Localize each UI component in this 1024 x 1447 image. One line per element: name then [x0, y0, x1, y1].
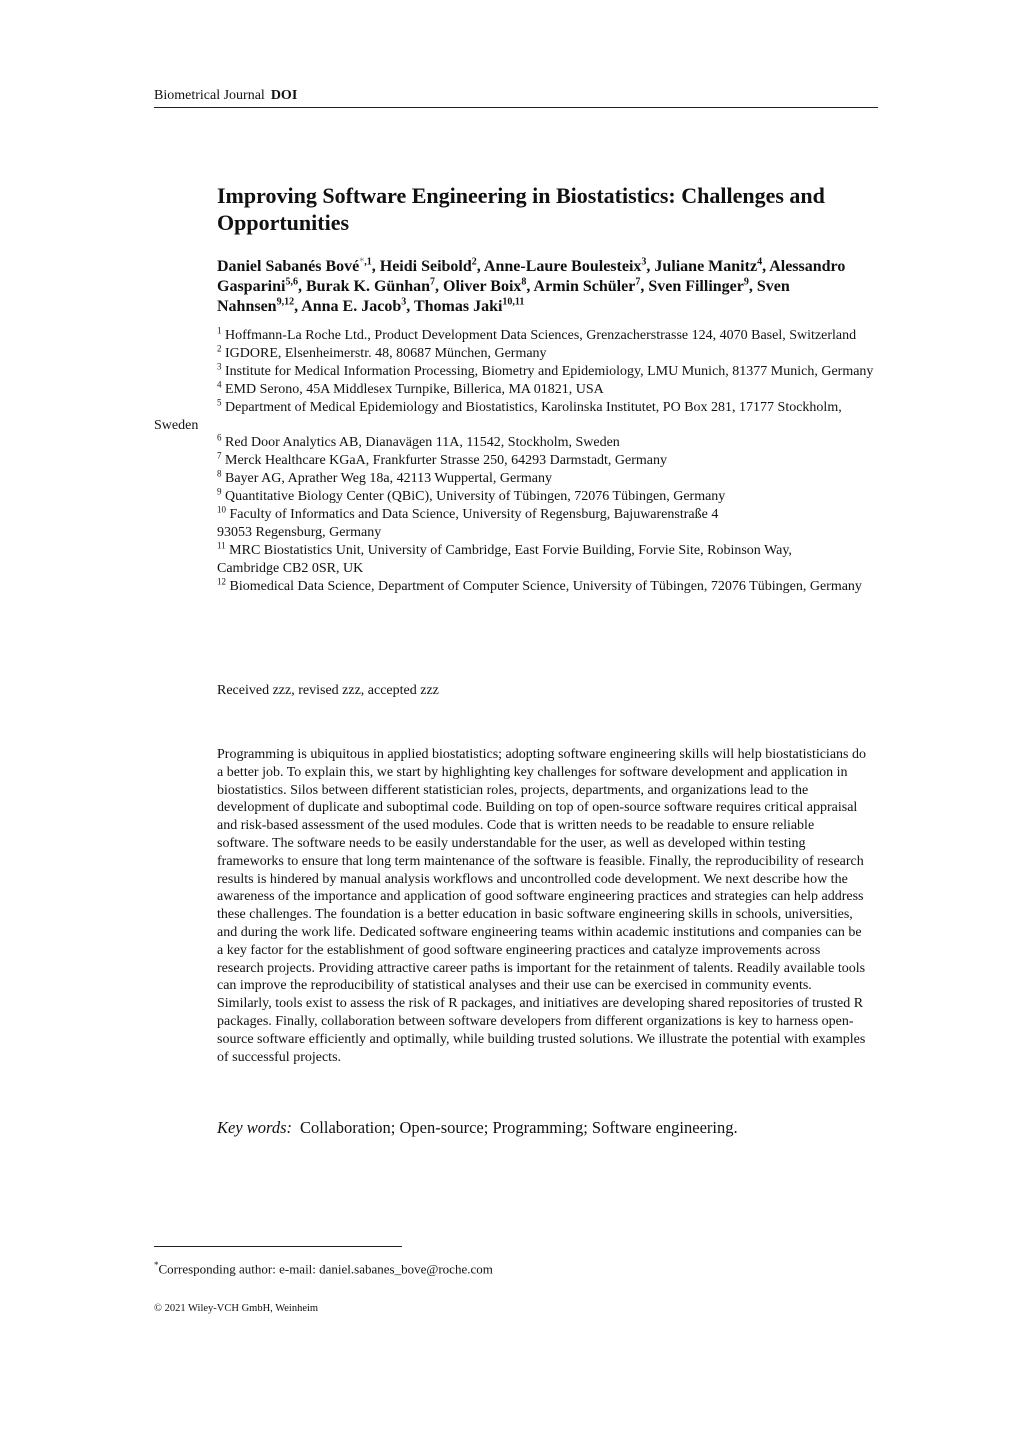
affiliation-text: Department of Medical Epidemiology and Biostatistics, Karolinska Institutet, PO Box 281, 17177 Stockholm, Sweden: [154, 399, 842, 433]
affiliation-text: Quantitative Biology Center (QBiC), University of Tübingen, 72076 Tübingen, Germany: [225, 489, 726, 505]
author-name: Thomas Jaki: [413, 298, 503, 315]
author: [380, 258, 484, 275]
affiliation-numbers: 3: [641, 256, 647, 268]
author-name: Sven Nahnsen: [217, 278, 790, 315]
affiliation-item: [154, 488, 874, 506]
affiliation-number: 12: [217, 576, 226, 587]
abstract: Programming is ubiquitous in applied biostatistics; adopting software engineering skills will help biostatisticians do a better job. To explain this, we start by highlighting key challenges for software development and application in biostatistics. Silos between different statistician roles, projects, departments, and organizations lead to the development of duplicate and suboptimal code. Building on top of open-source software requires critical appraisal and risk-based assessment of the used modules. Code that is written needs to be readable to ensure reliable software. The software needs to be easily understandable for the user, as well as developed within testing frameworks to ensure that long term maintenance of the software is feasible. Finally, the reproducibility of research results is hindered by manual analysis workflows and uncontrolled code development. We next describe how the awareness of the importance and application of good software engineering practices and strategies can help address these challenges. The foundation is a better education in basic software engineering skills in schools, universities, and during the work life. Dedicated software engineering teams within academic institutions and companies can be a key factor for the establishment of good software engineering practices and catalyze improvements across research projects. Providing attractive career paths is important for the retainment of talents. Readily available tools can improve the reproducibility of statistical analyses and their use can be exercised in community events. Similarly, tools exist to assess the risk of R packages, and initiatives are developing shared repositories of trusted R packages. Finally, collaboration between software developers from different organizations is key to harness open-source software efficiently and optimally, while building trusted solutions. We illustrate the potential with examples of successful projects.: [217, 747, 866, 1065]
affiliation-number: 11: [217, 540, 226, 551]
affiliation-item: [154, 452, 874, 470]
affiliation-text: Hoffmann-La Roche Ltd., Product Development Data Sciences, Grenzacherstrasse 124, 4070 Basel, Switzerland: [225, 328, 857, 343]
author: [648, 278, 757, 295]
affiliation-numbers: 9: [743, 276, 749, 288]
affiliation-numbers: 4: [757, 256, 763, 268]
affiliation-text: Merck Healthcare KGaA, Frankfurter Strasse 250, 64293 Darmstadt, Germany: [225, 453, 668, 469]
corresponding-mark: *: [359, 256, 365, 268]
affiliation-numbers: 8: [521, 276, 527, 288]
author-separator: ,: [294, 298, 302, 315]
author: [484, 258, 654, 275]
affiliation-item: [154, 578, 874, 596]
copyright: © 2021 Wiley-VCH GmbH, Weinheim: [154, 1303, 319, 1314]
author-affiliation-ref: [285, 277, 298, 288]
author-name: Daniel Sabanés Bové: [217, 258, 360, 275]
author-list: [217, 257, 867, 317]
affiliation-numbers: 5,6: [285, 276, 298, 288]
author-separator: ,: [526, 278, 534, 295]
affiliation-numbers: 2: [471, 256, 477, 268]
affiliation-number: 9: [217, 486, 222, 497]
affiliation-item: [154, 345, 874, 363]
affiliation-number: 3: [217, 361, 222, 372]
affiliation-number: 4: [217, 379, 222, 390]
affiliation-text: IGDORE, Elsenheimerstr. 48, 80687 München, Germany: [225, 345, 547, 361]
received-dates: Received zzz, revised zzz, accepted zzz: [217, 683, 439, 698]
corresponding-author-footnote: [154, 1260, 493, 1277]
author-separator: ,: [406, 298, 414, 315]
affiliation-text: Bayer AG, Aprather Weg 18a, 42113 Wuppertal, Germany: [225, 471, 552, 487]
keywords: [217, 1118, 738, 1138]
affiliation-numbers: 9,12: [276, 296, 295, 308]
author-separator: ,: [297, 278, 306, 295]
author: [306, 278, 443, 295]
affiliation-text: MRC Biostatistics Unit, University of Cambridge, East Forvie Building, Forvie Site, Robinson Way,: [229, 542, 792, 558]
author-name: Alessandro Gasparini: [217, 258, 846, 295]
author-separator: ,: [435, 278, 444, 295]
author-name: Juliane Manitz: [654, 258, 758, 275]
affiliation-text: Institute for Medical Information Processing, Biometry and Epidemiology, LMU Munich, 81377 Munich, Germany: [225, 363, 874, 379]
affiliation-number: 8: [217, 468, 222, 479]
affiliation-item: [154, 506, 874, 542]
affiliation-list: [154, 327, 874, 596]
author-name: Heidi Seibold: [379, 258, 472, 275]
author-separator: ,: [371, 258, 380, 275]
affiliation-text-continued: Cambridge CB2 0SR, UK: [217, 560, 364, 576]
author-separator: ,: [748, 278, 757, 295]
author-separator: ,: [640, 278, 649, 295]
author-separator: ,: [476, 258, 484, 275]
author-affiliation-ref: [502, 297, 524, 308]
affiliation-numbers: 7: [430, 276, 436, 288]
footnote-rule: [154, 1246, 402, 1247]
author-name: Anne-Laure Boulesteix: [483, 258, 642, 275]
affiliation-number: 10: [217, 504, 226, 515]
affiliation-item: [154, 363, 874, 381]
author-name: Anna E. Jacob: [301, 298, 402, 315]
affiliation-numbers: 10,11: [502, 296, 525, 308]
affiliation-number: 5: [217, 396, 222, 407]
author-affiliation-ref: [359, 257, 372, 268]
journal-name: Biometrical Journal: [154, 88, 265, 103]
affiliation-item: [154, 542, 874, 578]
author-name: Oliver Boix: [443, 278, 522, 295]
author: [654, 258, 769, 275]
footnote-mark: *: [154, 1260, 159, 1270]
affiliation-number: 7: [217, 450, 222, 461]
author: [443, 278, 534, 295]
author: [217, 258, 380, 275]
author-separator: ,: [762, 258, 770, 275]
affiliation-numbers: ,1: [364, 256, 372, 268]
author: [534, 278, 649, 295]
author: [414, 298, 524, 315]
affiliation-item: [154, 434, 874, 452]
affiliation-text-continued: 93053 Regensburg, Germany: [217, 524, 382, 540]
footnote-text: Corresponding author: e-mail: daniel.sabanes_bove@roche.com: [158, 1261, 493, 1277]
affiliation-item: [154, 396, 874, 435]
affiliation-number: 6: [217, 432, 222, 443]
author-separator: ,: [646, 258, 655, 275]
affiliation-numbers: 7: [635, 276, 641, 288]
paper-title: Improving Software Engineering in Biostatistics: Challenges and Opportunities: [217, 183, 825, 235]
author: [301, 298, 414, 315]
affiliation-item: [154, 327, 874, 345]
keywords-text: Collaboration; Open-source; Programming; Software engineering.: [300, 1118, 738, 1137]
doi-label: DOI: [270, 88, 298, 103]
author-affiliation-ref: [277, 297, 295, 308]
author-name: Sven Fillinger: [648, 278, 744, 295]
affiliation-text: EMD Serono, 45A Middlesex Turnpike, Billerica, MA 01821, USA: [225, 381, 604, 397]
affiliation-item: [154, 381, 874, 399]
affiliation-item: [154, 470, 874, 488]
affiliation-number: 2: [217, 343, 222, 354]
affiliation-text: Faculty of Informatics and Data Science, University of Regensburg, Bajuwarenstraße 4: [229, 507, 719, 523]
affiliation-text: Biomedical Data Science, Department of Computer Science, University of Tübingen, 72076 Tübingen, Germany: [229, 578, 862, 594]
author-name: Burak K. Günhan: [305, 278, 431, 295]
keywords-label: Key words:: [217, 1118, 293, 1137]
affiliation-text: Red Door Analytics AB, Dianavägen 11A, 11542, Stockholm, Sweden: [225, 435, 620, 451]
affiliation-number: 1: [217, 325, 222, 336]
affiliation-numbers: 3: [401, 296, 407, 308]
author-name: Armin Schüler: [533, 278, 636, 295]
running-header: [154, 88, 878, 108]
